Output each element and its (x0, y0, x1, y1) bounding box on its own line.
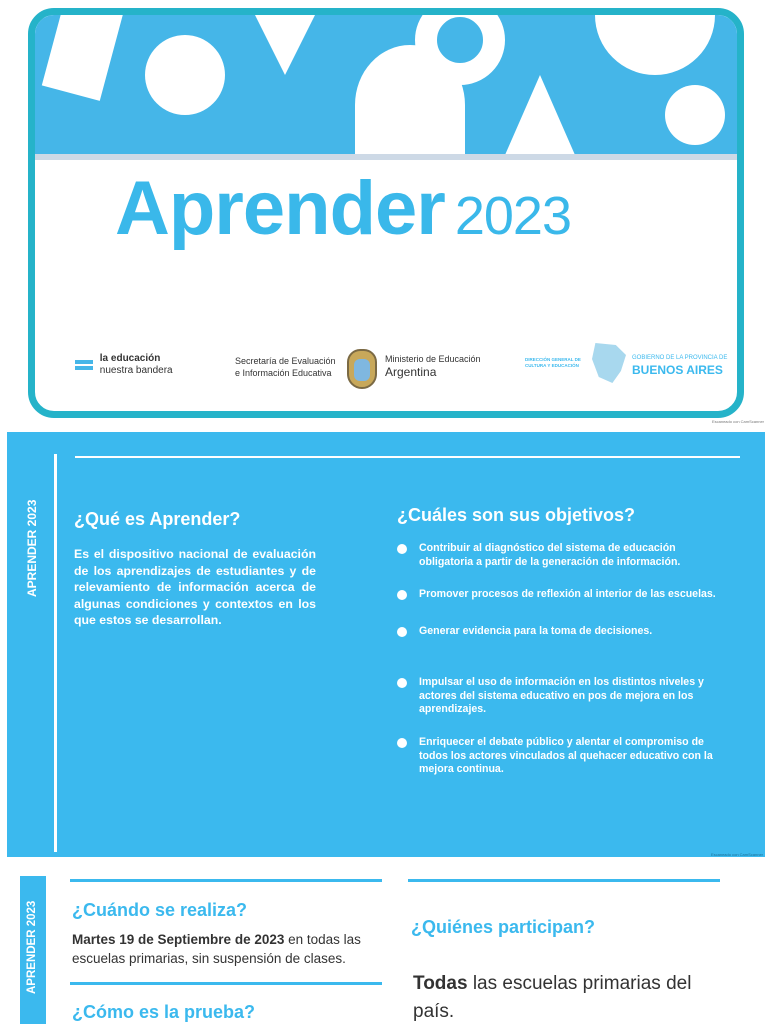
objective-text: Enriquecer el debate público y alentar el compromiso de todos los actores vinculados al quehacer educativo con la mejora continua. (419, 736, 713, 775)
logo-buenos-aires (632, 351, 727, 378)
province-map-icon (592, 343, 626, 383)
objective-item (397, 676, 722, 717)
logo-ministerio (385, 353, 481, 380)
logo-strip (35, 345, 737, 395)
cover-title-year: 2023 (454, 186, 571, 246)
pattern-shape (505, 75, 575, 155)
logo-dgce-line1: DIRECCIÓN GENERAL DE (525, 357, 581, 362)
what-body: Es el dispositivo nacional de evaluación de los aprendizajes de estudiantes y de relevamiento de información acerca de algunas condiciones y contextos en los que estos se desarrollan. (74, 547, 316, 627)
logo-secretaria-line1: Secretaría de Evaluación (235, 356, 336, 366)
coat-of-arms-icon (347, 349, 377, 389)
section-bar (408, 879, 720, 882)
band-divider (35, 154, 737, 160)
bullet-icon (397, 738, 407, 748)
scan-note: Escaneado con CamScanner (710, 852, 763, 857)
side-label (20, 876, 46, 1024)
logo-gba-line1: GOBIERNO DE LA PROVINCIA DE (632, 355, 728, 361)
logo-secretaria-line2: e Información Educativa (235, 368, 332, 378)
decorative-pattern-band (35, 15, 737, 155)
cover-title (115, 165, 571, 252)
side-label (25, 452, 45, 612)
objective-text: Generar evidencia para la toma de decisiones. (419, 625, 653, 637)
logo-dgce-line2: CULTURA Y EDUCACIÓN (525, 363, 579, 368)
bullet-icon (397, 590, 407, 600)
pattern-shape (145, 35, 225, 115)
objective-text: Impulsar el uso de información en los distintos niveles y actores del sistema educativo en pos de mejora en los aprendizajes. (419, 676, 704, 715)
when-title: ¿Cuándo se realiza? (72, 900, 248, 920)
section-bar (70, 879, 382, 882)
objective-item (397, 736, 722, 777)
section-bar (70, 982, 382, 985)
details-slide (0, 860, 768, 1024)
bullet-icon (397, 627, 407, 637)
objective-text: Contribuir al diagnóstico del sistema de educación obligatoria a partir de la generación de información. (419, 542, 681, 568)
who-bold: Todas (413, 973, 468, 994)
side-label-text: APRENDER 2023 (26, 900, 38, 994)
flag-lines-icon (75, 358, 93, 372)
objective-text: Promover procesos de reflexión al interior de las escuelas. (419, 588, 716, 600)
who-title: ¿Quiénes participan? (411, 917, 596, 937)
horizontal-divider (75, 456, 740, 458)
pattern-shape (665, 85, 725, 145)
bullet-icon (397, 678, 407, 688)
pattern-shape (250, 15, 320, 75)
cover-slide (0, 0, 768, 425)
logo-dgce (525, 357, 581, 369)
logo-gba-line2: BUENOS AIRES (632, 363, 723, 377)
who-rest: las escuelas primarias del país. (413, 973, 692, 1022)
what-title: ¿Qué es Aprender? (74, 509, 241, 529)
objective-item (397, 542, 722, 569)
cover-frame (28, 8, 744, 418)
logo-secretaria (235, 355, 336, 379)
objectives-title: ¿Cuáles son sus objetivos? (397, 505, 636, 525)
how-title: ¿Cómo es la prueba? (72, 1002, 256, 1022)
objective-item (397, 588, 722, 602)
scan-note: Escaneado con CamScanner (711, 419, 764, 424)
objective-item (397, 625, 722, 639)
bullet-icon (397, 544, 407, 554)
logo-edu-line1: la educación (99, 353, 161, 364)
when-date: Martes 19 de Septiembre de 2023 (72, 932, 285, 947)
vertical-divider (54, 454, 57, 852)
logo-ministerio-line1: Ministerio de Educación (385, 354, 481, 364)
logo-ministerio-line2: Argentina (385, 365, 437, 379)
who-body (413, 970, 733, 1024)
pattern-shape (42, 15, 128, 101)
when-rest: en todas las escuelas primarias, sin suspensión de clases. (72, 932, 361, 966)
pattern-shape (595, 15, 715, 75)
when-body (72, 930, 392, 968)
logo-la-educacion (75, 353, 173, 377)
info-slide (7, 432, 765, 857)
side-label-text: APRENDER 2023 (25, 499, 39, 597)
logo-edu-line2: nuestra bandera (99, 365, 173, 376)
cover-title-word: Aprender (115, 166, 445, 251)
